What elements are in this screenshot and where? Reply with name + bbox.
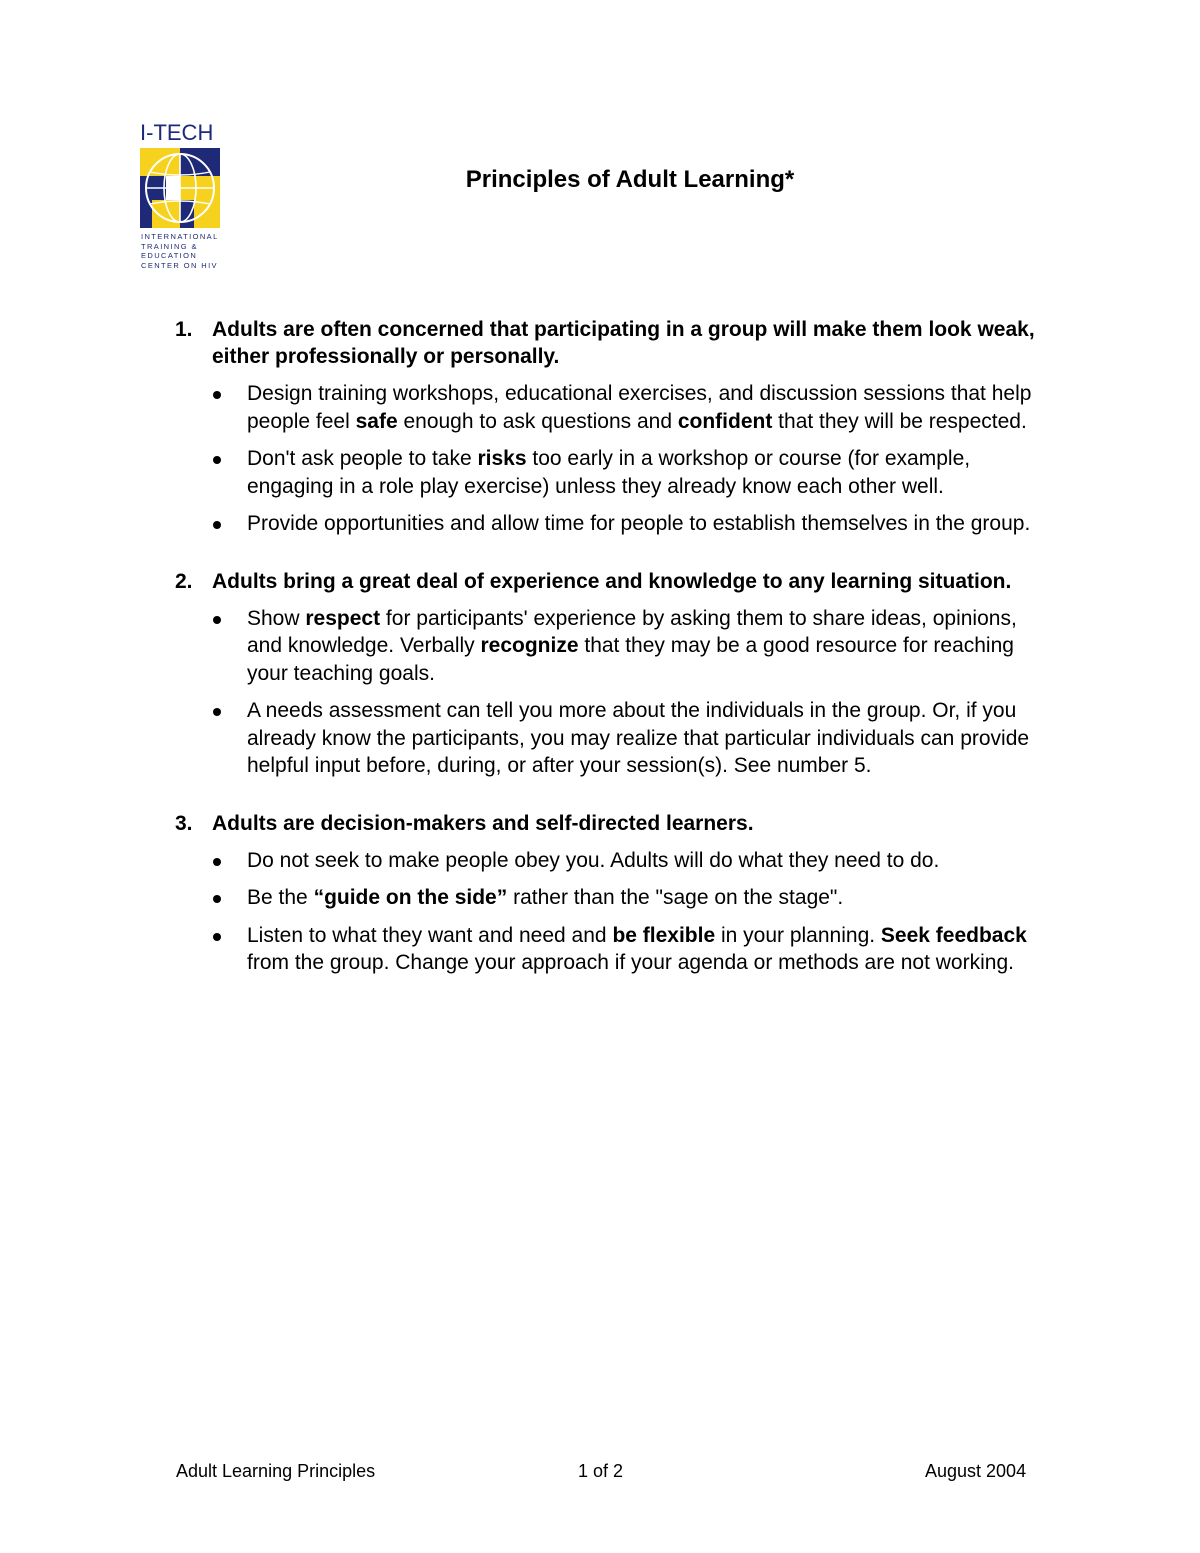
emphasis-text: recognize: [480, 634, 579, 657]
section-number: 1.: [175, 318, 193, 341]
bullet-icon: [175, 922, 211, 977]
page-title: Principles of Adult Learning*: [465, 166, 795, 193]
text-run: in your planning.: [715, 923, 881, 947]
list-item: [175, 445, 1035, 500]
section-number: 2.: [175, 569, 193, 593]
bullet-icon: [175, 380, 211, 435]
text-run: that they may be a good resource for reaching your teaching goals.: [247, 634, 1014, 685]
list-item: [175, 884, 1035, 912]
text-run: A needs assessment can tell you more about the individuals in the group. Or, if you already know the participants, you may realize that particular individuals can provide helpful input before, during, or after your session(s). See number 5.: [247, 699, 1030, 777]
footer-page-number: 1 of 2: [578, 1461, 624, 1481]
text-run: rather than the "sage on the stage".: [507, 886, 844, 909]
logo-subtitle-line: INTERNATIONAL: [141, 232, 219, 241]
section-heading: [175, 316, 1035, 370]
bullet-text: [247, 697, 1035, 780]
bullet-icon: [175, 697, 211, 780]
bullet-text: [247, 605, 1035, 688]
section-2: [175, 568, 1035, 780]
emphasis-text: confident: [677, 409, 773, 433]
text-run: Do not seek to make people obey you. Adults will do what they need to do.: [247, 848, 940, 872]
logo-title: I-TECH: [140, 120, 214, 145]
bullet-icon: [175, 510, 211, 538]
logo-subtitle: [141, 232, 228, 270]
bullet-list: [175, 380, 1035, 538]
logo-subtitle-line: TRAINING &: [141, 241, 198, 251]
bullet-text: [247, 922, 1035, 977]
section-heading-text: Adults bring a great deal of experience and knowledge to any learning situation.: [212, 569, 1012, 593]
footer-document-name: Adult Learning Principles: [176, 1461, 376, 1481]
footer-date: August 2004: [925, 1461, 1027, 1481]
emphasis-text: Seek feedback: [880, 923, 1027, 947]
list-item: [175, 697, 1035, 780]
itech-logo: [138, 120, 228, 270]
text-run: Listen to what they want and need and: [247, 923, 613, 947]
emphasis-text: respect: [305, 606, 381, 630]
section-heading-text: Adults are decision-makers and self-directed learners.: [212, 811, 754, 835]
section-1: [175, 316, 1035, 538]
list-item: [175, 380, 1035, 435]
text-run: Provide opportunities and allow time for people to establish themselves in the group.: [247, 512, 1031, 535]
logo-subtitle-line: CENTER ON HIV: [141, 260, 218, 270]
emphasis-text: “guide on the side”: [313, 886, 508, 909]
section-heading: [175, 810, 1035, 837]
section-3: [175, 810, 1035, 977]
text-run: too early in a workshop or course (for example, engaging in a role play exercise) unless they already know each other well.: [247, 447, 971, 498]
bullet-icon: [175, 445, 211, 500]
bullet-text: [247, 380, 1035, 435]
text-run: enough to ask questions and: [397, 409, 678, 433]
text-run: for participants' experience by asking them to share ideas, opinions, and knowledge. Verbally: [247, 606, 1017, 657]
list-item: [175, 510, 1035, 538]
text-run: from the group. Change your approach if your agenda or methods are not working.: [247, 951, 1014, 974]
bullet-icon: [175, 605, 211, 688]
bullet-list: [175, 847, 1035, 977]
section-number: 3.: [175, 811, 193, 835]
bullet-text: [247, 847, 1035, 875]
section-heading-text: Adults are often concerned that participating in a group will make them look weak, either professionally or personally.: [212, 318, 1035, 368]
emphasis-text: risks: [477, 447, 527, 470]
text-run: Design training workshops, educational exercises, and discussion sessions that help people feel: [247, 382, 1032, 433]
bullet-list: [175, 605, 1035, 780]
list-item: [175, 922, 1035, 977]
text-run: Show: [247, 606, 306, 630]
list-item: [175, 605, 1035, 688]
bullet-text: [247, 445, 1035, 500]
emphasis-text: be flexible: [612, 923, 716, 947]
text-run: Be the: [247, 886, 314, 909]
bullet-icon: [175, 847, 211, 875]
section-heading: [175, 568, 1035, 595]
list-item: [175, 847, 1035, 875]
emphasis-text: safe: [355, 409, 398, 433]
bullet-icon: [175, 884, 211, 912]
text-run: that they will be respected.: [772, 409, 1027, 433]
bullet-text: [247, 510, 1035, 538]
document-body: [175, 316, 1035, 1007]
bullet-text: [247, 884, 1035, 912]
logo-subtitle-line: EDUCATION: [141, 251, 198, 260]
text-run: Don't ask people to take: [247, 447, 478, 470]
